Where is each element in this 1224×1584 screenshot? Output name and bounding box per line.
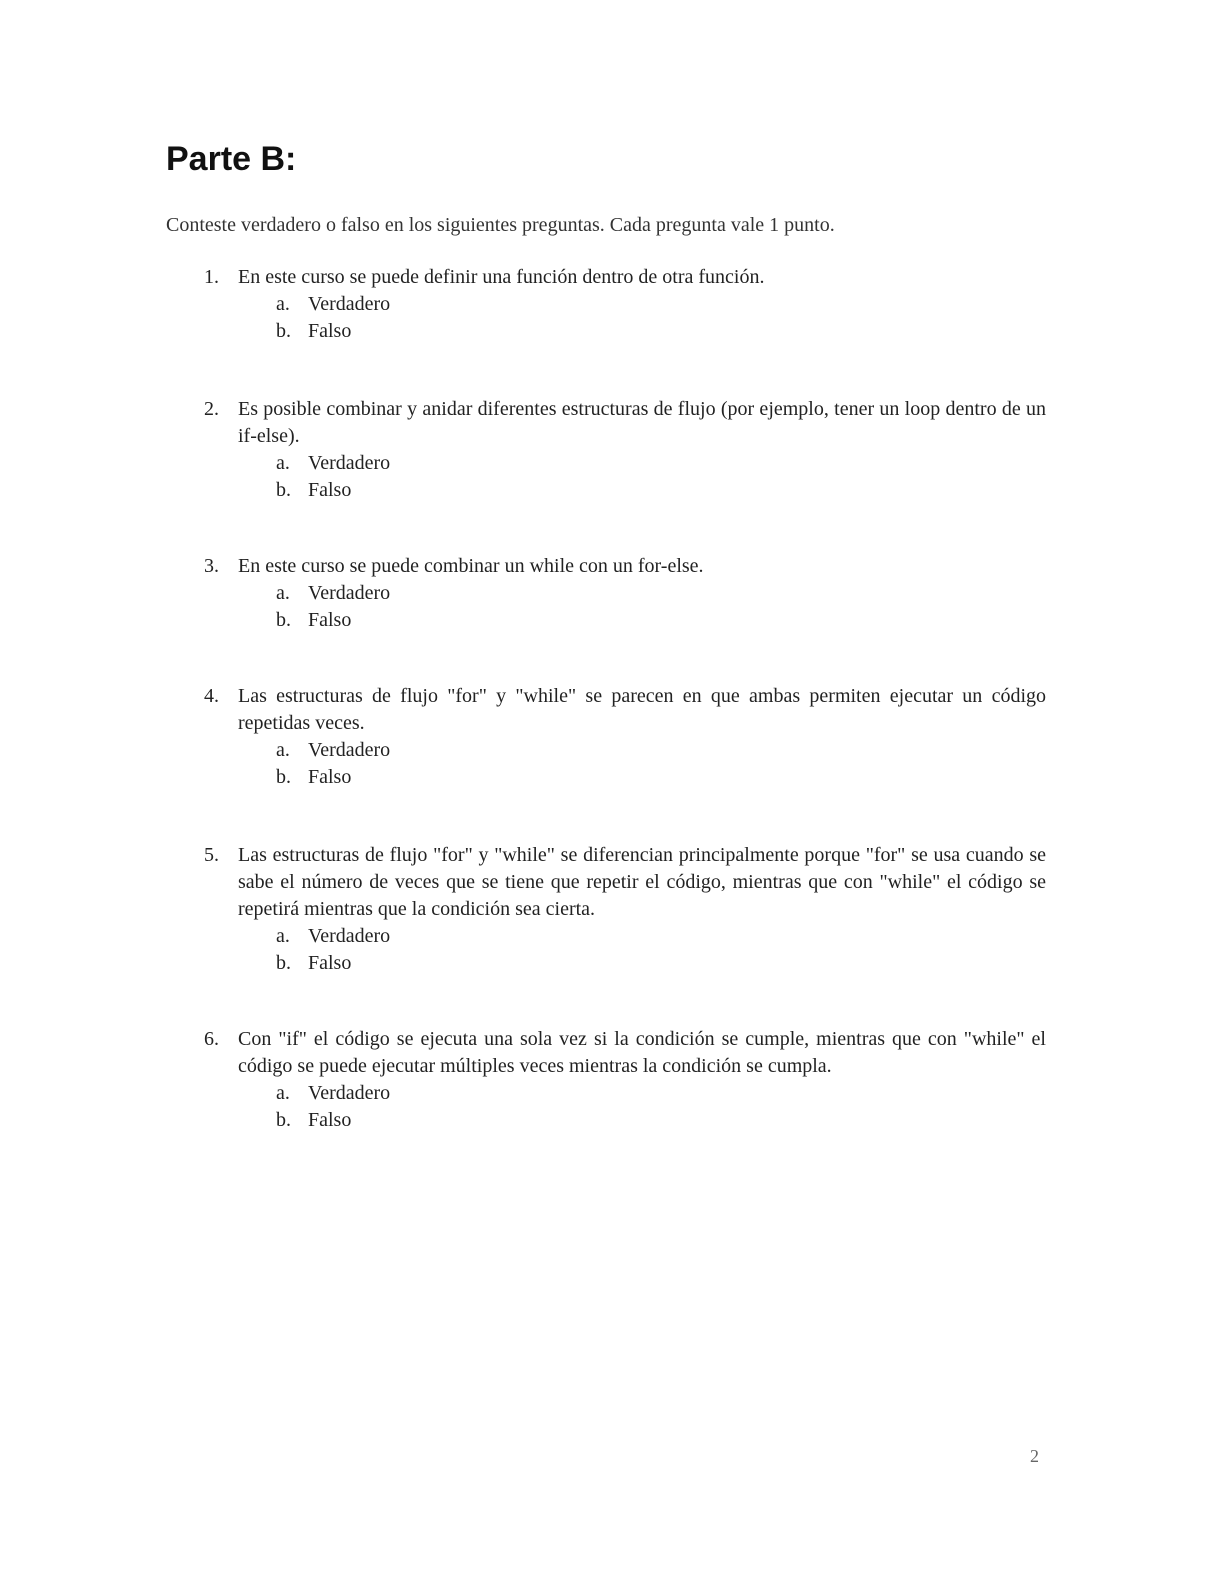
option-label: Falso bbox=[308, 479, 352, 501]
answer-options bbox=[276, 1080, 1046, 1134]
answer-options bbox=[276, 450, 1046, 504]
option-letter: b. bbox=[276, 952, 291, 974]
question-text: Las estructuras de flujo "for" y "while" se parecen en que ambas permiten ejecutar un código repetidas veces. bbox=[238, 685, 1046, 734]
option-label: Verdadero bbox=[308, 925, 391, 947]
answer-option-true[interactable] bbox=[276, 580, 1046, 607]
question-number: 4. bbox=[204, 685, 219, 707]
option-label: Verdadero bbox=[308, 739, 391, 761]
answer-option-false[interactable] bbox=[276, 318, 1046, 345]
option-letter: b. bbox=[276, 766, 291, 788]
answer-option-true[interactable] bbox=[276, 291, 1046, 318]
answer-option-false[interactable] bbox=[276, 764, 1046, 791]
answer-option-true[interactable] bbox=[276, 737, 1046, 764]
option-letter: b. bbox=[276, 609, 291, 631]
option-letter: a. bbox=[276, 739, 290, 761]
option-letter: b. bbox=[276, 320, 291, 342]
answer-options bbox=[276, 291, 1046, 345]
answer-options bbox=[276, 737, 1046, 791]
question-item bbox=[204, 396, 1046, 504]
question-item bbox=[204, 842, 1046, 977]
question-number: 2. bbox=[204, 398, 219, 420]
question-text: Las estructuras de flujo "for" y "while" se diferencian principalmente porque "for" se usa cuando se sabe el número de veces que se tiene que repetir el código, mientras que con "while" el código se repetirá mientras que la condición sea cierta. bbox=[238, 844, 1046, 920]
answer-option-true[interactable] bbox=[276, 1080, 1046, 1107]
section-title: Parte B: bbox=[166, 140, 297, 178]
question-item bbox=[204, 264, 1046, 345]
option-letter: b. bbox=[276, 1109, 291, 1131]
option-letter: a. bbox=[276, 925, 290, 947]
answer-options bbox=[276, 580, 1046, 634]
question-text: En este curso se puede combinar un while con un for-else. bbox=[238, 555, 704, 577]
answer-options bbox=[276, 923, 1046, 977]
option-label: Falso bbox=[308, 1109, 352, 1131]
page-number: 2 bbox=[1030, 1446, 1039, 1466]
answer-option-false[interactable] bbox=[276, 950, 1046, 977]
question-item bbox=[204, 553, 1046, 634]
answer-option-false[interactable] bbox=[276, 607, 1046, 634]
option-letter: a. bbox=[276, 582, 290, 604]
option-label: Falso bbox=[308, 766, 352, 788]
question-text: En este curso se puede definir una función dentro de otra función. bbox=[238, 266, 765, 288]
option-label: Falso bbox=[308, 609, 352, 631]
answer-option-true[interactable] bbox=[276, 923, 1046, 950]
question-item bbox=[204, 683, 1046, 791]
question-number: 6. bbox=[204, 1028, 219, 1050]
answer-option-true[interactable] bbox=[276, 450, 1046, 477]
answer-option-false[interactable] bbox=[276, 477, 1046, 504]
option-label: Verdadero bbox=[308, 1082, 391, 1104]
option-letter: a. bbox=[276, 293, 290, 315]
option-label: Verdadero bbox=[308, 452, 391, 474]
question-number: 3. bbox=[204, 555, 219, 577]
question-number: 5. bbox=[204, 844, 219, 866]
option-letter: b. bbox=[276, 479, 291, 501]
question-text: Con "if" el código se ejecuta una sola vez si la condición se cumple, mientras que con "while" el código se puede ejecutar múltiples veces mientras la condición se cumpla. bbox=[238, 1028, 1046, 1077]
option-label: Verdadero bbox=[308, 582, 391, 604]
option-label: Falso bbox=[308, 320, 352, 342]
question-number: 1. bbox=[204, 266, 219, 288]
answer-option-false[interactable] bbox=[276, 1107, 1046, 1134]
option-letter: a. bbox=[276, 452, 290, 474]
instructions-text: Conteste verdadero o falso en los siguientes preguntas. Cada pregunta vale 1 punto. bbox=[166, 214, 835, 236]
option-letter: a. bbox=[276, 1082, 290, 1104]
option-label: Verdadero bbox=[308, 293, 391, 315]
question-item bbox=[204, 1026, 1046, 1134]
question-text: Es posible combinar y anidar diferentes estructuras de flujo (por ejemplo, tener un loop dentro de un if-else). bbox=[238, 398, 1046, 447]
option-label: Falso bbox=[308, 952, 352, 974]
